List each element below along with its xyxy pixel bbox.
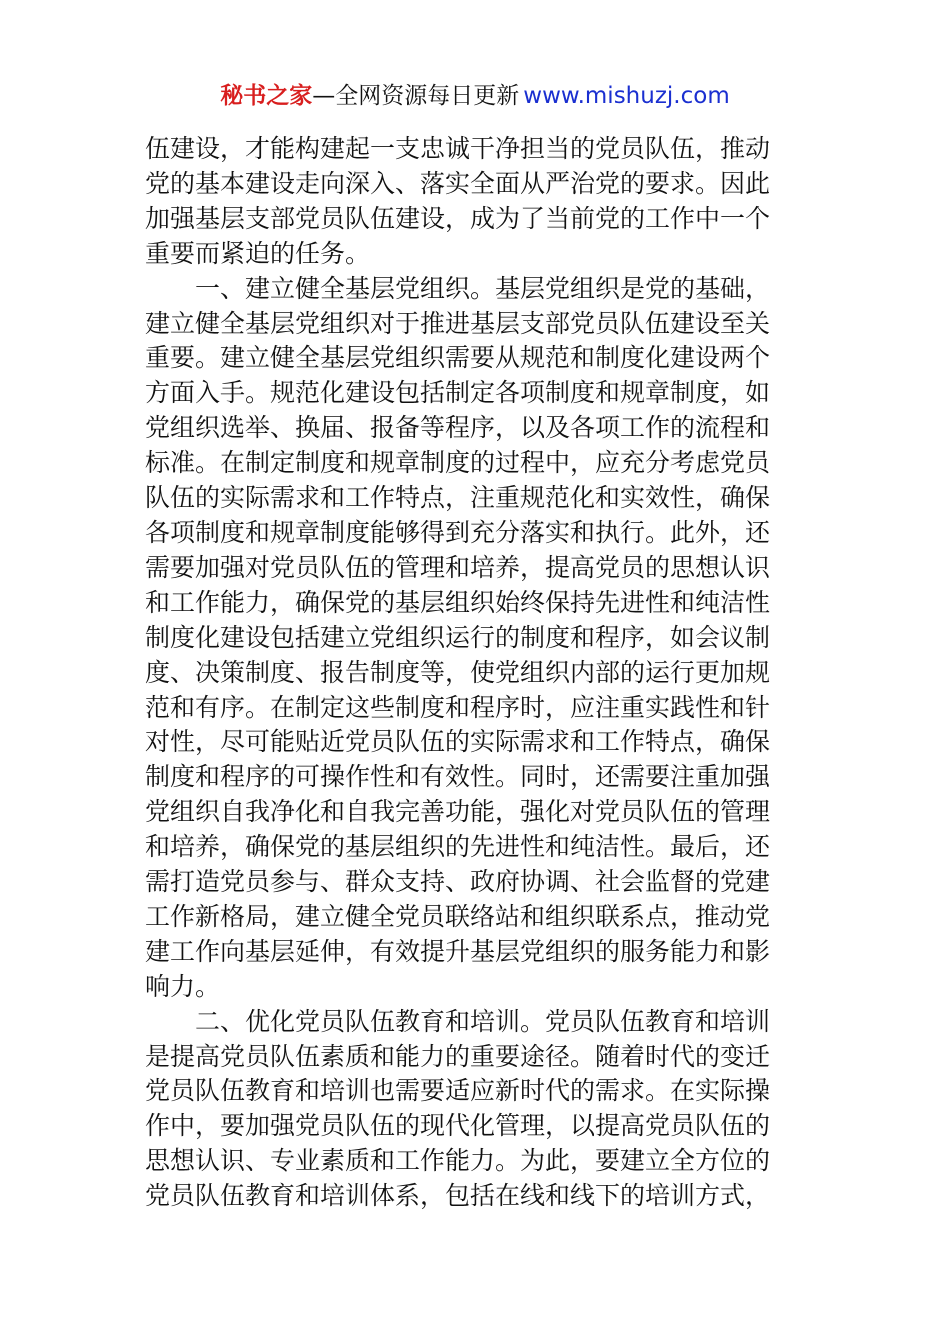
text-line: 制度和程序的可操作性和有效性。同时，还需要注重加强 — [145, 762, 771, 792]
text-line: 标准。在制定制度和规章制度的过程中，应充分考虑党员 — [145, 448, 771, 478]
page-header — [0, 80, 950, 112]
text-line: 党组织自我净化和自我完善功能，强化对党员队伍的管理 — [145, 797, 771, 827]
text-line: 伍建设，才能构建起一支忠诚干净担当的党员队伍，推动 — [145, 134, 771, 163]
text-line: 重要。建立健全基层党组织需要从规范和制度化建设两个 — [145, 343, 771, 373]
text-line: 队伍的实际需求和工作特点，注重规范化和实效性，确保 — [145, 483, 771, 513]
paragraph-first-line: 一、建立健全基层党组织。基层党组织是党的基础， — [195, 273, 771, 303]
text-line: 方面入手。规范化建设包括制定各项制度和规章制度，如 — [145, 378, 771, 408]
site-tagline: —全网资源每日更新 — [312, 83, 520, 109]
text-line: 和工作能力，确保党的基层组织始终保持先进性和纯洁性 — [145, 587, 771, 617]
document-body — [145, 132, 810, 1214]
text-line: 重要而紧迫的任务。 — [145, 238, 371, 268]
text-line: 建立健全基层党组织对于推进基层支部党员队伍建设至关 — [145, 308, 771, 338]
text-line: 党组织选举、换届、报备等程序，以及各项工作的流程和 — [145, 413, 771, 443]
paragraph-first-line: 二、优化党员队伍教育和培训。党员队伍教育和培训 — [195, 1006, 771, 1036]
text-line: 工作新格局，建立健全党员联络站和组织联系点，推动党 — [145, 901, 771, 931]
text-line: 对性，尽可能贴近党员队伍的实际需求和工作特点，确保 — [145, 727, 771, 757]
text-line: 响力。 — [145, 971, 221, 1001]
text-line: 作中，要加强党员队伍的现代化管理，以提高党员队伍的 — [145, 1111, 771, 1141]
site-url-link[interactable]: www.mishuzj.com — [523, 83, 730, 109]
text-line: 是提高党员队伍素质和能力的重要途径。随着时代的变迁 — [145, 1041, 771, 1071]
text-line: 思想认识、专业素质和工作能力。为此，要建立全方位的 — [145, 1146, 771, 1176]
text-line: 党员队伍教育和培训体系，包括在线和线下的培训方式， — [145, 1181, 771, 1211]
text-line: 各项制度和规章制度能够得到充分落实和执行。此外，还 — [145, 517, 771, 547]
text-line: 制度化建设包括建立党组织运行的制度和程序，如会议制 — [145, 622, 771, 652]
text-line: 需打造党员参与、群众支持、政府协调、社会监督的党建 — [145, 867, 771, 897]
text-line: 建工作向基层延伸，有效提升基层党组织的服务能力和影 — [145, 936, 771, 966]
text-line: 度、决策制度、报告制度等，使党组织内部的运行更加规 — [145, 657, 771, 687]
text-line: 和培养，确保党的基层组织的先进性和纯洁性。最后，还 — [145, 832, 771, 862]
site-brand: 秘书之家 — [220, 83, 313, 109]
text-line: 需要加强对党员队伍的管理和培养，提高党员的思想认识 — [145, 552, 771, 582]
text-line: 范和有序。在制定这些制度和程序时，应注重实践性和针 — [145, 692, 771, 722]
text-line: 党的基本建设走向深入、落实全面从严治党的要求。因此 — [145, 168, 771, 198]
text-line: 党员队伍教育和培训也需要适应新时代的需求。在实际操 — [145, 1076, 771, 1106]
text-line: 加强基层支部党员队伍建设，成为了当前党的工作中一个 — [145, 203, 771, 233]
